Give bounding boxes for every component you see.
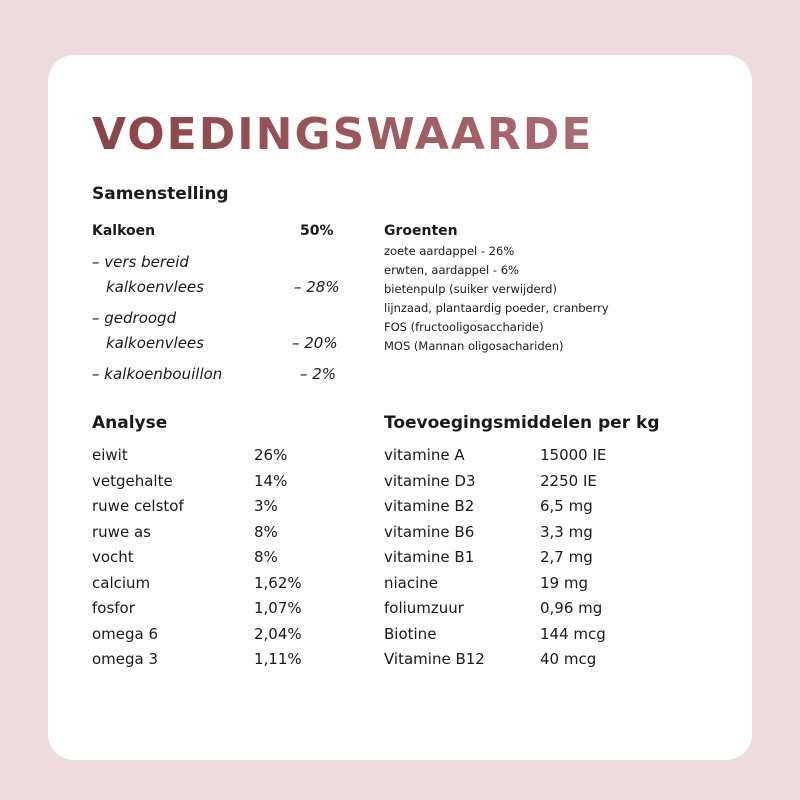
- analysis-row: [92, 625, 302, 643]
- additives-row: [384, 548, 593, 566]
- turkey-item-fresh-line2: kalkoenvlees: [106, 278, 204, 296]
- additive-name: Biotine: [384, 625, 437, 643]
- analysis-name: omega 3: [92, 650, 159, 668]
- additive-value: 144 mcg: [540, 625, 606, 643]
- analysis-row: [92, 497, 278, 515]
- analysis-name: fosfor: [92, 599, 135, 617]
- analysis-value: 3%: [254, 497, 278, 515]
- additive-value: 15000 IE: [540, 446, 607, 464]
- page-title: VOEDINGSWAARDE: [92, 109, 594, 160]
- additive-value: 3,3 mg: [540, 523, 593, 541]
- additives-row: [384, 472, 597, 490]
- additive-name: niacine: [384, 574, 439, 592]
- turkey-value: 50%: [300, 223, 334, 239]
- vegetables-line: lijnzaad, plantaardig poeder, cranberry: [384, 301, 609, 315]
- additive-name: vitamine B2: [384, 497, 475, 515]
- analysis-value: 26%: [254, 446, 288, 464]
- turkey-item-fresh-line1: – vers bereid: [92, 253, 189, 271]
- analysis-row: [92, 472, 288, 490]
- analysis-name: vetgehalte: [92, 472, 173, 490]
- additives-row: [384, 625, 606, 643]
- additive-value: 0,96 mg: [540, 599, 603, 617]
- turkey-item-fresh-value: – 28%: [294, 278, 340, 296]
- additives-row: [384, 650, 597, 668]
- analysis-name: ruwe as: [92, 523, 151, 541]
- additive-name: vitamine A: [384, 446, 465, 464]
- additive-value: 2,7 mg: [540, 548, 593, 566]
- turkey-item-dried-line2: kalkoenvlees: [106, 334, 204, 352]
- analysis-row: [92, 523, 278, 541]
- additive-name: vitamine B1: [384, 548, 475, 566]
- analysis-row: [92, 548, 278, 566]
- additives-row: [384, 523, 593, 541]
- turkey-item-broth-value: – 2%: [300, 365, 337, 383]
- vegetables-list: [384, 242, 609, 356]
- additive-value: 2250 IE: [540, 472, 597, 490]
- analysis-value: 1,62%: [254, 574, 302, 592]
- vegetables-line: MOS (Mannan oligosachariden): [384, 339, 564, 353]
- analysis-value: 8%: [254, 548, 278, 566]
- analysis-heading: Analyse: [92, 413, 168, 433]
- additive-name: Vitamine B12: [384, 650, 485, 668]
- turkey-label: Kalkoen: [92, 223, 156, 239]
- analysis-value: 2,04%: [254, 625, 302, 643]
- additives-heading: Toevoegingsmiddelen per kg: [384, 413, 660, 433]
- composition-heading: Samenstelling: [92, 184, 229, 204]
- analysis-row: [92, 446, 288, 464]
- additive-name: vitamine B6: [384, 523, 475, 541]
- analysis-name: eiwit: [92, 446, 128, 464]
- analysis-row: [92, 599, 302, 617]
- turkey-item-dried-value: – 20%: [292, 334, 338, 352]
- analysis-value: 1,11%: [254, 650, 302, 668]
- vegetables-line: FOS (fructooligosaccharide): [384, 320, 544, 334]
- additives-row: [384, 574, 588, 592]
- additives-row: [384, 446, 607, 464]
- analysis-row: [92, 574, 302, 592]
- turkey-item-dried-line1: – gedroogd: [92, 309, 177, 327]
- analysis-value: 14%: [254, 472, 288, 490]
- vegetables-line: erwten, aardappel - 6%: [384, 263, 519, 277]
- vegetables-line: bietenpulp (suiker verwijderd): [384, 282, 557, 296]
- analysis-value: 1,07%: [254, 599, 302, 617]
- additive-name: vitamine D3: [384, 472, 476, 490]
- additives-row: [384, 599, 603, 617]
- analysis-name: calcium: [92, 574, 151, 592]
- vegetables-label: Groenten: [384, 223, 458, 239]
- additive-name: foliumzuur: [384, 599, 464, 617]
- vegetables-line: zoete aardappel - 26%: [384, 244, 515, 258]
- analysis-name: omega 6: [92, 625, 159, 643]
- additive-value: 40 mcg: [540, 650, 597, 668]
- turkey-item-broth-line1: – kalkoenbouillon: [92, 365, 223, 383]
- analysis-row: [92, 650, 302, 668]
- analysis-name: ruwe celstof: [92, 497, 184, 515]
- analysis-value: 8%: [254, 523, 278, 541]
- additive-value: 19 mg: [540, 574, 588, 592]
- additive-value: 6,5 mg: [540, 497, 593, 515]
- analysis-name: vocht: [92, 548, 134, 566]
- additives-row: [384, 497, 593, 515]
- nutrition-card: [48, 55, 752, 760]
